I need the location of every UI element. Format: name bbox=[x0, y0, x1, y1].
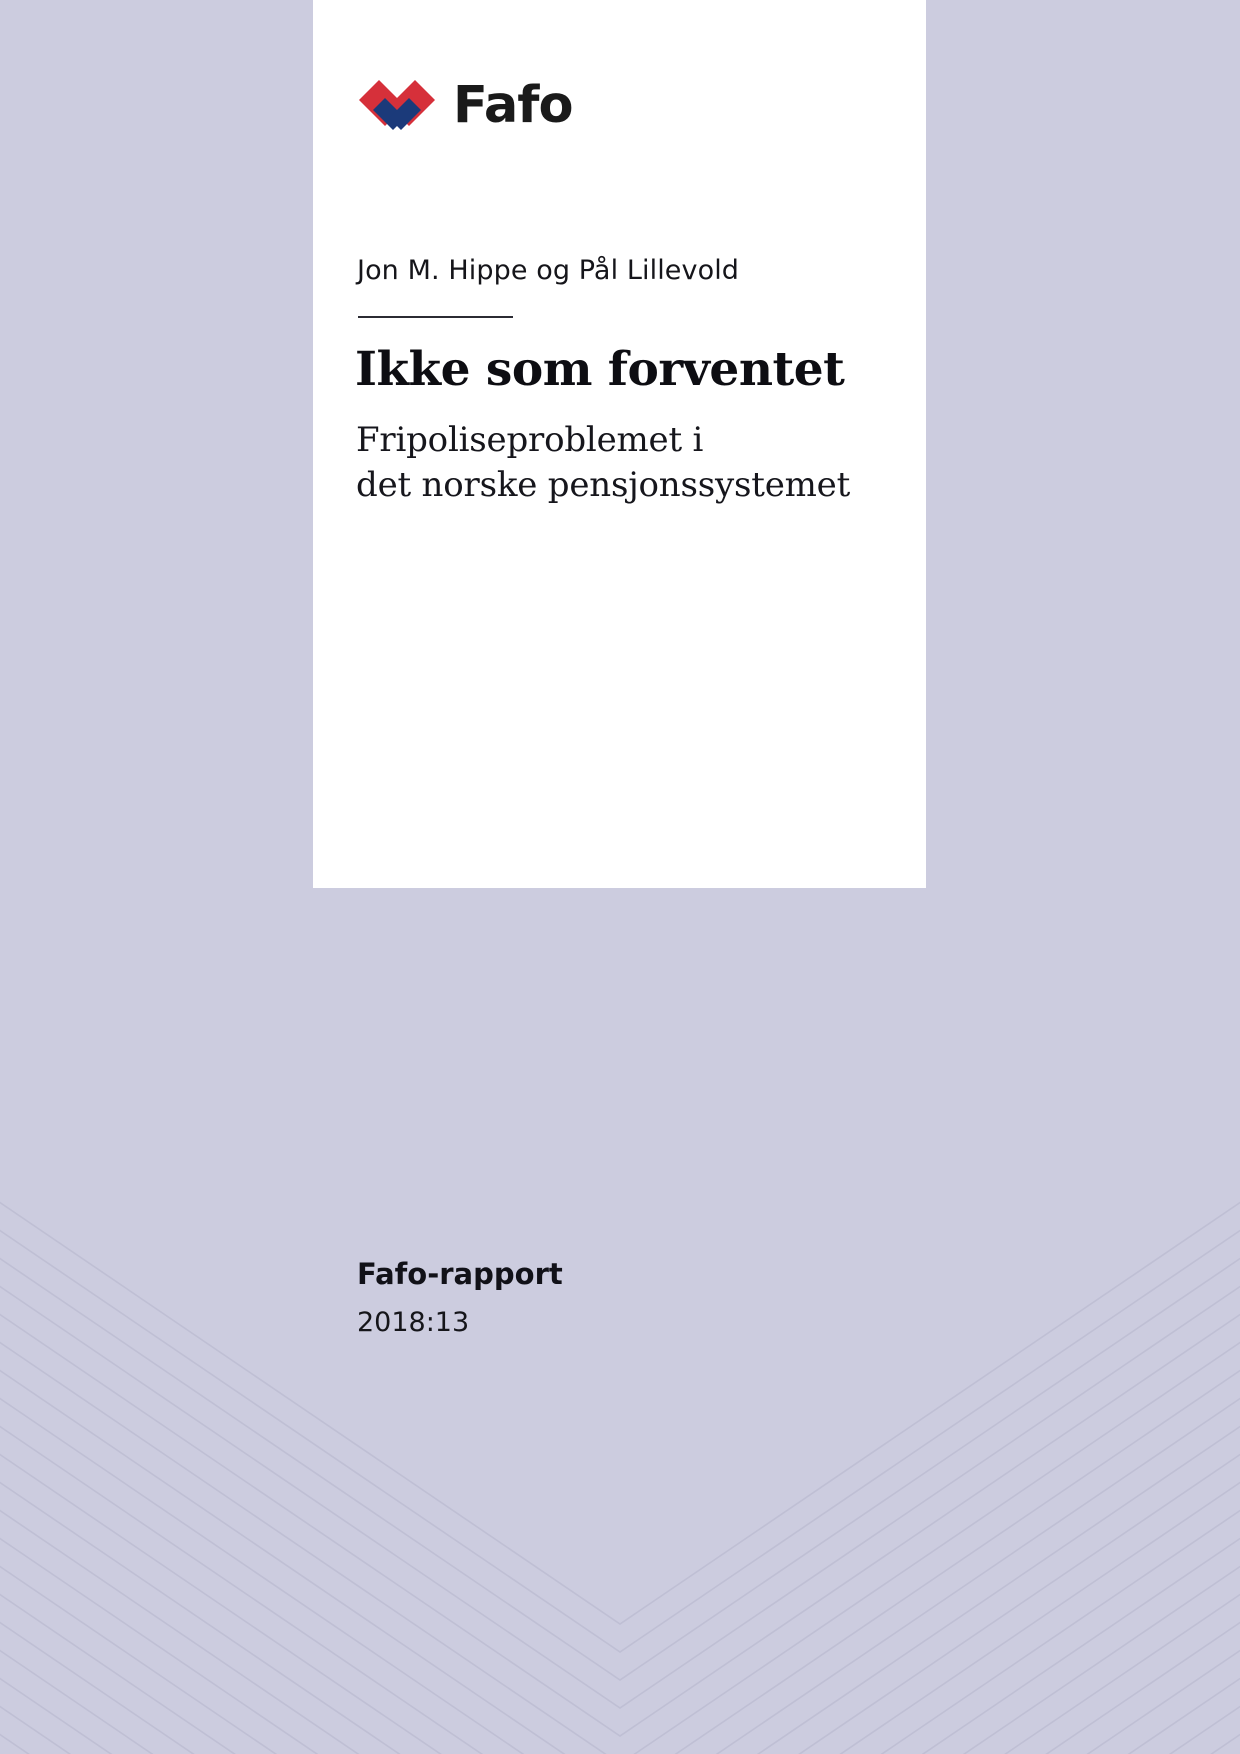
fafo-logo-text: Fafo bbox=[453, 75, 573, 135]
page-subtitle-line-1: Fripoliseproblemet i bbox=[356, 420, 704, 460]
title-divider bbox=[358, 316, 513, 318]
page-subtitle-line-2: det norske pensjonssystemet bbox=[356, 464, 851, 505]
authors: Jon M. Hippe og Pål Lillevold bbox=[357, 255, 740, 286]
fafo-logo bbox=[357, 75, 573, 136]
cover-panel bbox=[313, 0, 926, 888]
decorative-chevron-pattern bbox=[0, 934, 1240, 1754]
series-label: Fafo-rapport bbox=[357, 1257, 563, 1291]
fafo-chevron-logo-icon bbox=[357, 78, 443, 136]
page-subtitle bbox=[356, 418, 850, 508]
issue-number: 2018:13 bbox=[357, 1307, 470, 1338]
page-title: Ikke som forventet bbox=[355, 342, 845, 397]
